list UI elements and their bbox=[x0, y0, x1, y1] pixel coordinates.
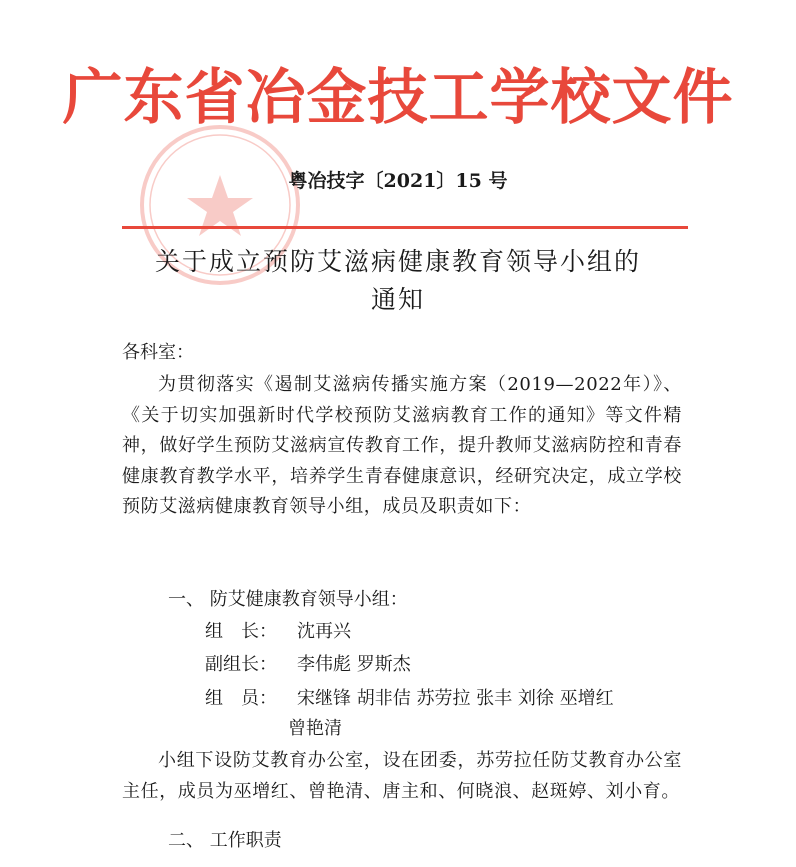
leader-label: 组 长： bbox=[205, 621, 277, 642]
member-label: 组 员： bbox=[205, 688, 277, 709]
notice-title bbox=[0, 243, 796, 319]
document-number: 粤冶技字〔2021〕15 号 bbox=[288, 170, 508, 192]
deputy-names: 李伟彪 罗斯杰 bbox=[297, 654, 411, 675]
deputy-row bbox=[205, 650, 411, 680]
notice-title-line1: 关于成立预防艾滋病健康教育领导小组的 bbox=[154, 247, 641, 276]
member-names-line2: 曾艳清 bbox=[288, 718, 342, 739]
salutation: 各科室： bbox=[122, 342, 194, 363]
paragraph-office: 小组下设防艾教育办公室，设在团委，苏劳拉任防艾教育办公室主任，成员为巫增红、曾艳清、唐主和、何晓浪、赵斑婷、刘小育。 bbox=[122, 750, 682, 802]
deputy-label: 副组长： bbox=[205, 654, 277, 675]
leader-row bbox=[205, 617, 351, 647]
member-row bbox=[205, 684, 614, 714]
section-heading-2: 二、 工作职责 bbox=[168, 830, 282, 851]
document-header-title: 广东省冶金技工学校文件 bbox=[62, 63, 734, 133]
section-heading-1: 一、 防艾健康教育领导小组： bbox=[168, 589, 408, 610]
paragraph-intro: 为贯彻落实《遏制艾滋病传播实施方案（2019—2022年）》、《关于切实加强新时代学校预防艾滋病教育工作的通知》等文件精神，做好学生预防艾滋病宣传教育工作，提升教师艾滋病防控和青春健康教育教学水平，培养学生青春健康意识，经研究决定，成立学校预防艾滋病健康教育领导小组，成员及职责如下： bbox=[122, 374, 682, 517]
notice-title-line2: 通知 bbox=[370, 285, 425, 314]
member-names-line1: 宋继锋 胡非佶 苏劳拉 张丰 刘徐 巫增红 bbox=[297, 688, 614, 709]
member-row-continued bbox=[288, 714, 342, 744]
header-divider bbox=[122, 226, 688, 229]
leader-name: 沈再兴 bbox=[297, 621, 351, 642]
